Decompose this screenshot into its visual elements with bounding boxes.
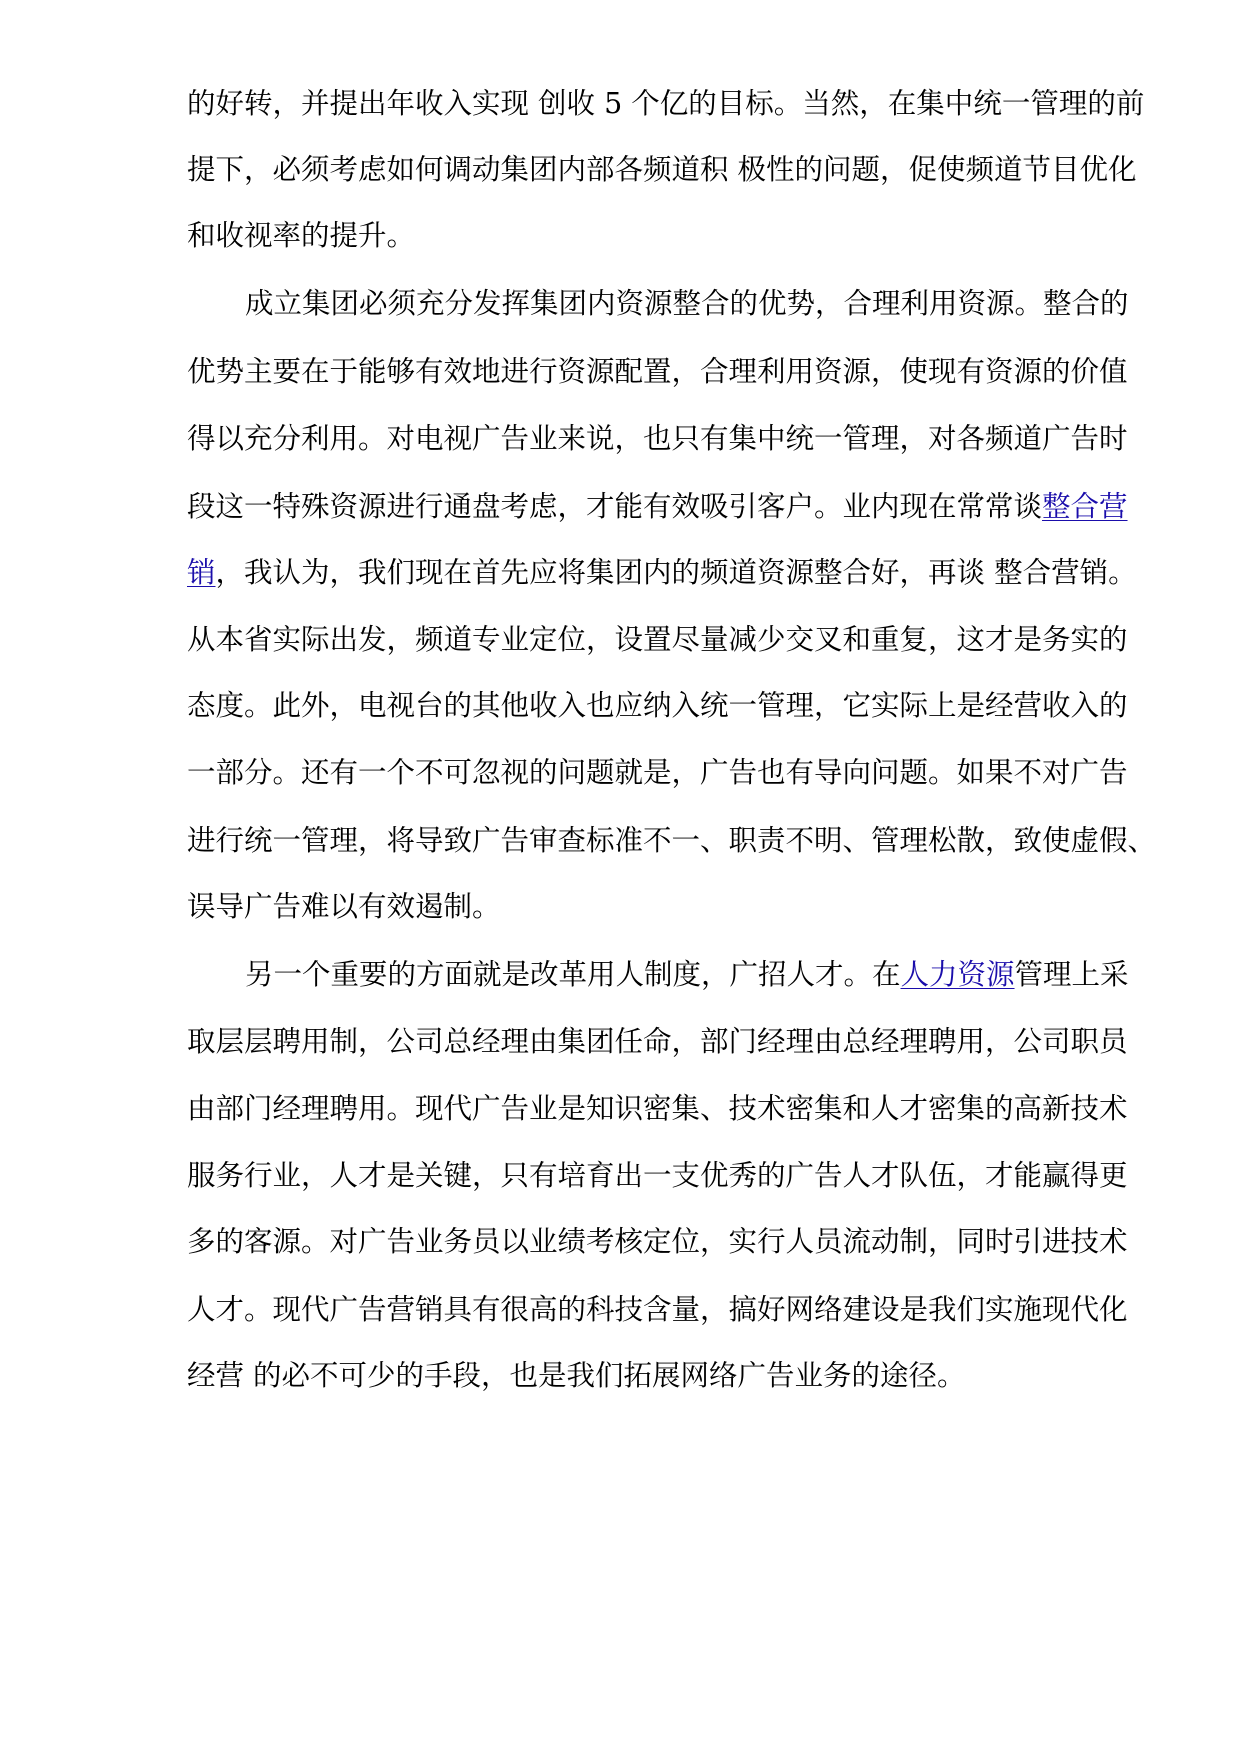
- paragraph-2-line-6: 从本省实际出发，频道专业定位，设置尽量减少交叉和重复，这才是务实的: [187, 623, 1128, 656]
- paragraph-2-line-4: [187, 487, 1147, 527]
- integrated-marketing-link-continued[interactable]: 销: [187, 556, 216, 589]
- paragraph-3-line-3: 由部门经理聘用。现代广告业是知识密集、技术密集和人才密集的高新技术: [187, 1092, 1128, 1125]
- human-resources-link[interactable]: 人力资源: [900, 958, 1015, 991]
- paragraph-2-line-7: 态度。此外，电视台的其他收入也应纳入统一管理，它实际上是经营收入的: [187, 689, 1128, 722]
- integrated-marketing-link[interactable]: 整合营: [1042, 490, 1128, 523]
- paragraph-3-line-1: [245, 955, 1147, 995]
- paragraph-3-line-5: 多的客源。对广告业务员以业绩考核定位，实行人员流动制，同时引进技术: [187, 1225, 1128, 1258]
- paragraph-2-line-4-text: 段这一特殊资源进行通盘考虑，才能有效吸引客户。业内现在常常谈: [187, 490, 1043, 523]
- paragraph-2-line-5: [187, 553, 1147, 593]
- paragraph-2-line-9: 进行统一管理，将导致广告审查标准不一、职责不明、管理松散，致使虚假、: [187, 824, 1157, 857]
- paragraph-2-line-5-text: ，我认为，我们现在首先应将集团内的频道资源整合好，再谈 整合营销。: [215, 556, 1137, 589]
- paragraph-1-line-2: 提下，必须考虑如何调动集团内部各频道积 极性的问题，促使频道节目优化: [187, 153, 1137, 186]
- paragraph-3-line-6: 人才。现代广告营销具有很高的科技含量，搞好网络建设是我们实施现代化: [187, 1293, 1128, 1326]
- paragraph-2-line-2: 优势主要在于能够有效地进行资源配置，合理利用资源，使现有资源的价值: [187, 355, 1128, 388]
- paragraph-2-line-3: 得以充分利用。对电视广告业来说，也只有集中统一管理，对各频道广告时: [187, 422, 1128, 455]
- paragraph-3-line-7: 经营 的必不可少的手段，也是我们拓展网络广告业务的途径。: [187, 1359, 966, 1392]
- paragraph-1-line-1: 的好转，并提出年收入实现 创收 5 个亿的目标。当然，在集中统一管理的前: [187, 87, 1145, 120]
- paragraph-3-line-1-text: 另一个重要的方面就是改革用人制度，广招人才。在: [245, 958, 901, 991]
- paragraph-2-line-8: 一部分。还有一个不可忽视的问题就是，广告也有导向问题。如果不对广告: [187, 756, 1128, 789]
- paragraph-3-line-1-tail: 管理上采: [1014, 958, 1129, 991]
- paragraph-3-line-4: 服务行业，人才是关键，只有培育出一支优秀的广告人才队伍，才能赢得更: [187, 1159, 1128, 1192]
- paragraph-1-line-3: 和收视率的提升。: [187, 219, 416, 252]
- paragraph-3-line-2: 取层层聘用制，公司总经理由集团任命，部门经理由总经理聘用，公司职员: [187, 1025, 1128, 1058]
- paragraph-2-line-10: 误导广告难以有效遏制。: [187, 890, 501, 923]
- paragraph-2-line-1: 成立集团必须充分发挥集团内资源整合的优势，合理利用资源。整合的: [245, 287, 1129, 320]
